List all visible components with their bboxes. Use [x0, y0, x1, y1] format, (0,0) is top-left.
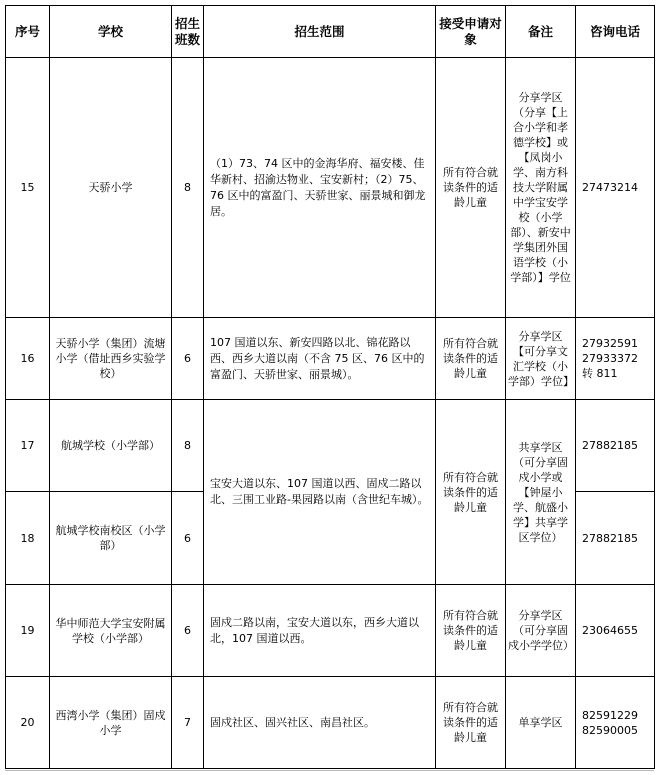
- header-range: 招生范围: [204, 6, 436, 58]
- row-school: 天骄小学: [50, 58, 172, 318]
- table-row: [6, 58, 655, 318]
- row-phone: 27882185: [576, 492, 655, 585]
- row-target: 所有符合就读条件的适龄儿童: [436, 58, 506, 318]
- row-no: 18: [6, 492, 50, 585]
- row-school: 华中师范大学宝安附属学校（小学部）: [50, 585, 172, 677]
- row-no: 15: [6, 58, 50, 318]
- header-no: 序号: [6, 6, 50, 58]
- row-classes: 8: [172, 400, 204, 492]
- row-note: 共享学区（可分享固戍小学或【钟屋小学、航盛小学】共享学区学位）: [506, 400, 576, 585]
- row-range: 宝安大道以东、107 国道以西、固戍二路以北、三围工业路-果园路以南（含世纪车城）。: [204, 400, 436, 585]
- row-range: 固戍社区、固兴社区、南昌社区。: [204, 677, 436, 769]
- row-classes: 8: [172, 58, 204, 318]
- header-target: 接受申请对象: [436, 6, 506, 58]
- row-phone: 27473214: [576, 58, 655, 318]
- header-school: 学校: [50, 6, 172, 58]
- row-classes: 6: [172, 585, 204, 677]
- enrollment-table: [5, 5, 655, 769]
- row-range: 固戍二路以南，宝安大道以东，西乡大道以北，107 国道以西。: [204, 585, 436, 677]
- row-classes: 6: [172, 318, 204, 400]
- row-classes: 6: [172, 492, 204, 585]
- header-classes: 招生班数: [172, 6, 204, 58]
- row-range: （1）73、74 区中的金海华府、福安楼、佳华新村、招渝达物业、宝安新村；（2）75、76 区中的富盈门、天骄世家、丽景城和御龙居。: [204, 58, 436, 318]
- row-note: 单享学区: [506, 677, 576, 769]
- row-no: 16: [6, 318, 50, 400]
- row-note: 分享学区【可分享文汇学校（小学部）学位】: [506, 318, 576, 400]
- row-school: 西湾小学（集团）固戍小学: [50, 677, 172, 769]
- row-school: 航城学校（小学部）: [50, 400, 172, 492]
- header-row: [6, 6, 655, 58]
- row-phone: 82591229 82590005: [576, 677, 655, 769]
- row-note: 分享学区（可分享固戍小学学位）: [506, 585, 576, 677]
- page-bottom-rule: [5, 770, 654, 771]
- row-note: 分享学区（分享【上合小学和孝德学校】或【凤岗小学、南方科技大学附属中学宝安学校（小学部）、新安中学集团外国语学校（小学部）】学位: [506, 58, 576, 318]
- row-no: 19: [6, 585, 50, 677]
- table-row: [6, 677, 655, 769]
- row-phone: 23064655: [576, 585, 655, 677]
- row-target: 所有符合就读条件的适龄儿童: [436, 585, 506, 677]
- row-target: 所有符合就读条件的适龄儿童: [436, 400, 506, 585]
- row-school: 航城学校南校区（小学部）: [50, 492, 172, 585]
- row-no: 17: [6, 400, 50, 492]
- row-phone: 27932591 27933372 转 811: [576, 318, 655, 400]
- row-target: 所有符合就读条件的适龄儿童: [436, 318, 506, 400]
- table-row: [6, 318, 655, 400]
- table-row: [6, 400, 655, 492]
- row-no: 20: [6, 677, 50, 769]
- row-classes: 7: [172, 677, 204, 769]
- row-range: 107 国道以东、新安四路以北、锦花路以西、西乡大道以南（不含 75 区、76 区中的富盈门、天骄世家、丽景城）。: [204, 318, 436, 400]
- row-phone: 27882185: [576, 400, 655, 492]
- row-school: 天骄小学（集团）流塘小学（借址西乡实验学校）: [50, 318, 172, 400]
- row-target: 所有符合就读条件的适龄儿童: [436, 677, 506, 769]
- header-note: 备注: [506, 6, 576, 58]
- table-row: [6, 585, 655, 677]
- header-phone: 咨询电话: [576, 6, 655, 58]
